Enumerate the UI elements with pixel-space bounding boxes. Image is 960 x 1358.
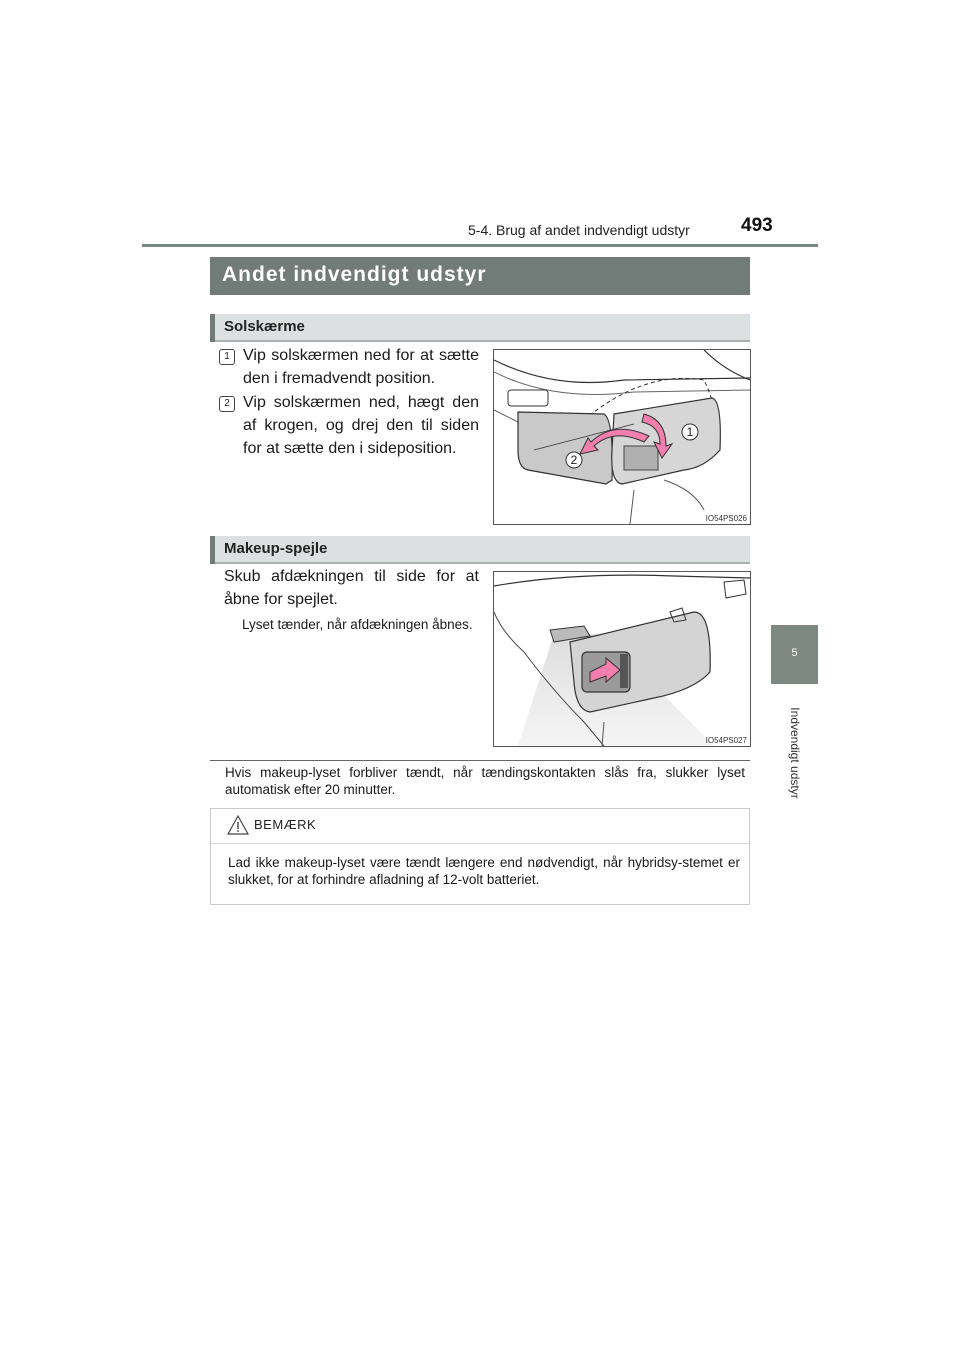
section-heading-text: Solskærme	[224, 318, 305, 335]
info-text: Hvis makeup-lyset forbliver tændt, når tændingskontakten slås fra, slukker lyset automatisk efter 20 minutter.	[225, 765, 745, 797]
notice-title: BEMÆRK	[254, 817, 317, 832]
sun-visor-illustration	[493, 349, 751, 525]
makeup-note: Lyset tænder, når afdækningen åbnes.	[242, 617, 473, 632]
callout-1: 1	[686, 425, 694, 439]
step-number-2: 2	[219, 396, 235, 412]
info-divider	[210, 760, 750, 761]
callout-2: 2	[570, 453, 578, 467]
warning-icon	[227, 815, 249, 835]
section-heading-text: Makeup-spejle	[224, 540, 328, 557]
chapter-label	[771, 688, 818, 818]
page-title: Andet indvendigt udstyr	[222, 263, 487, 286]
section-heading-solskaerme	[210, 314, 750, 342]
step-number-1: 1	[219, 349, 235, 365]
section-heading-makeup	[210, 536, 750, 564]
header-divider	[142, 244, 818, 247]
makeup-text: Skub afdækningen til side for at åbne for spejlet.	[224, 568, 479, 608]
figure-code-1: IO54PS026	[705, 514, 747, 523]
notice-text: Lad ikke makeup-lyset være tændt længere end nødvendigt, når hybridsy-stemet er slukket, for at forhindre afladning af 12-volt batteriet.	[228, 855, 740, 887]
chapter-tab	[771, 625, 818, 684]
notice-divider	[211, 843, 749, 844]
step-text-1: Vip solskærmen ned for at sætte den i fremadvendt position.	[243, 347, 479, 387]
notice-box	[210, 808, 750, 905]
makeup-mirror-drawing	[494, 572, 750, 746]
step-text-2: Vip solskærmen ned, hægt den af krogen, og drej den til siden for at sætte den i sideposition.	[243, 394, 479, 457]
page-number: 493	[741, 215, 773, 236]
chapter-number: 5	[791, 647, 798, 659]
sun-visor-drawing	[494, 350, 750, 524]
makeup-mirror-illustration	[493, 571, 751, 747]
figure-code-2: IO54PS027	[705, 736, 747, 745]
chapter-label-text: Indvendigt udstyr	[787, 707, 802, 799]
page-title-bar	[210, 257, 750, 295]
header-section-title: 5-4. Brug af andet indvendigt udstyr	[468, 222, 690, 238]
